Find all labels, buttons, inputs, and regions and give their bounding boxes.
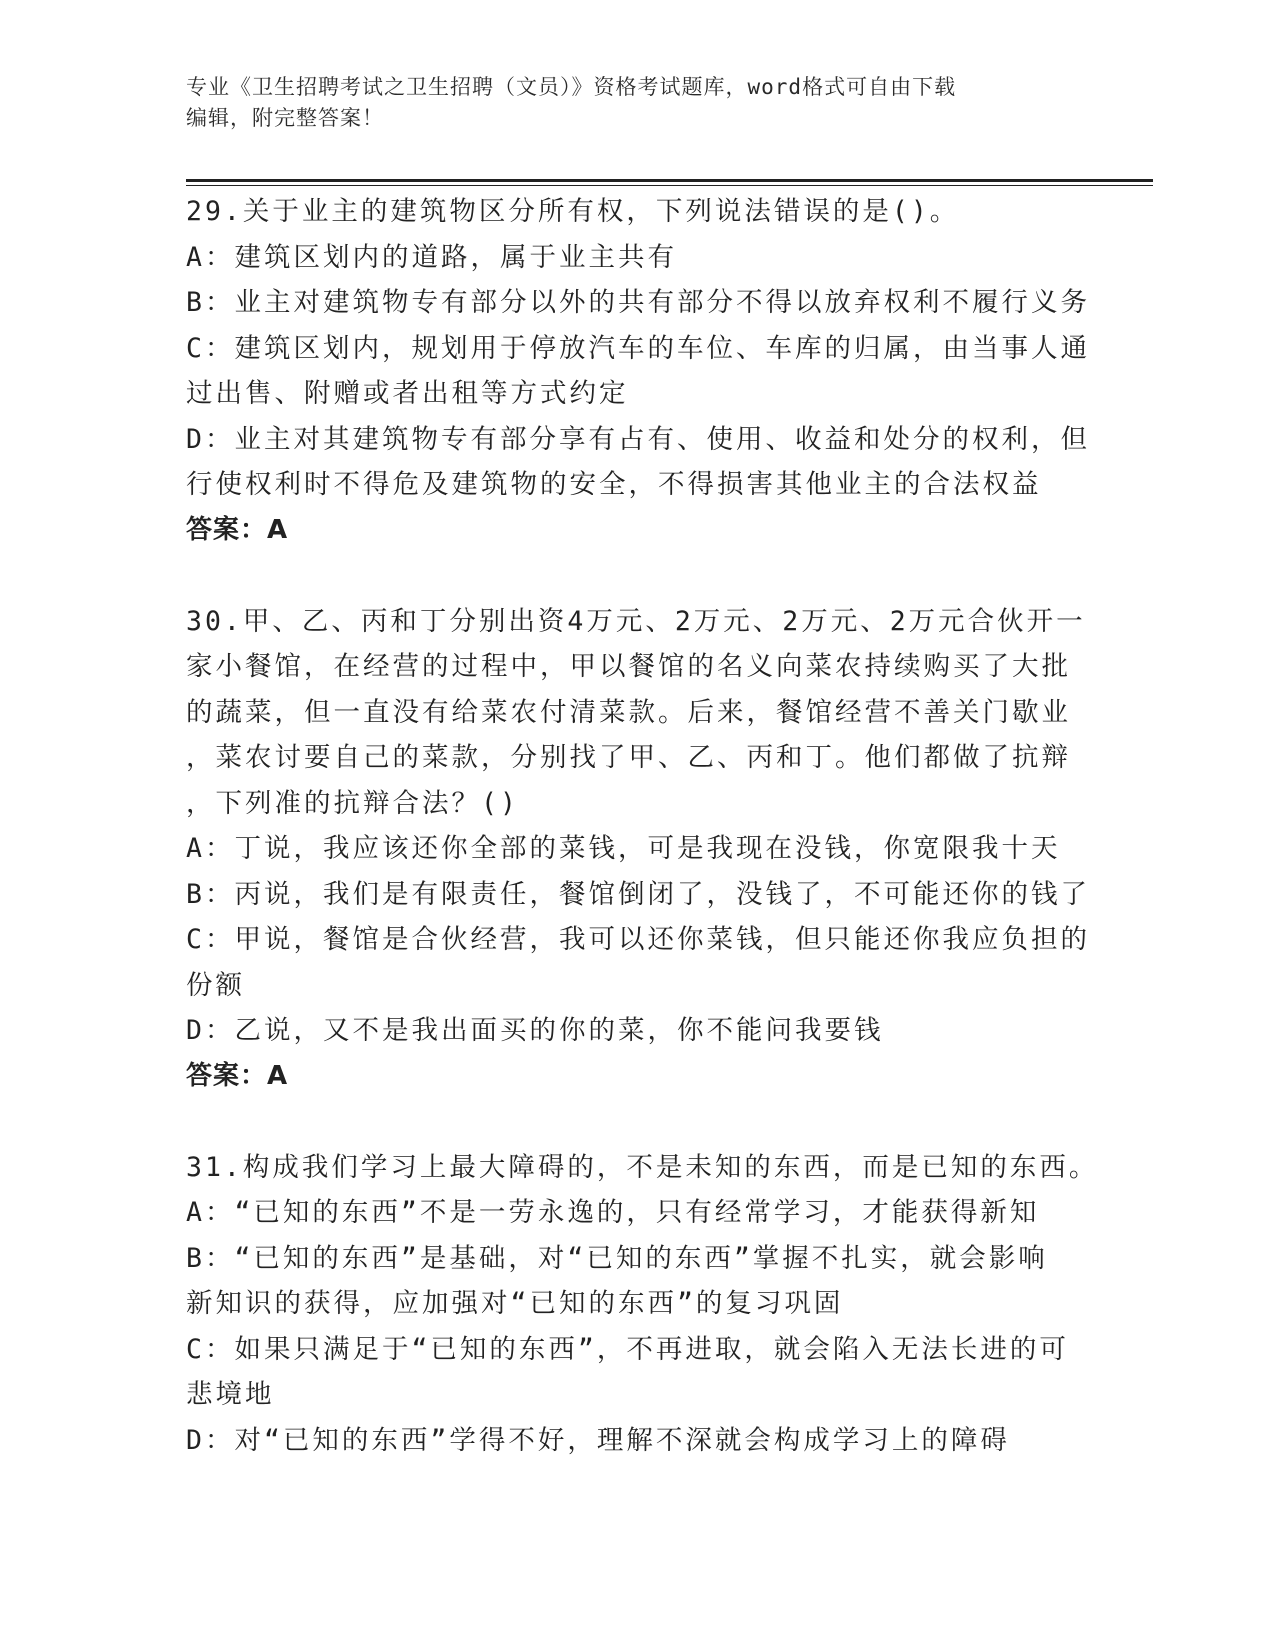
question-29-option-c-cont: 过出售、附赠或者出租等方式约定 [186,378,629,409]
question-31-option-d: D：对“已知的东西”学得不好，理解不深就会构成学习上的障碍 [186,1424,1010,1456]
question-30-option-c: C：甲说，餐馆是合伙经营，我可以还你菜钱，但只能还你我应负担的 [186,924,1090,955]
question-31-stem: 31.构成我们学习上最大障碍的，不是未知的东西，而是已知的东西。 [186,1151,1099,1183]
question-29 [186,189,1090,508]
question-30-stem: 30.甲、乙、丙和丁分别出资4万元、2万元、2万元、2万元合伙开一 [186,605,1086,637]
question-list [186,189,1099,1463]
question-29-option-d-cont: 行使权利时不得危及建筑物的安全，不得损害其他业主的合法权益 [186,469,1042,500]
question-29-answer: 答案：A [186,514,289,545]
question-30-option-b: B：丙说，我们是有限责任，餐馆倒闭了，没钱了，不可能还你的钱了 [186,878,1090,910]
question-29-option-c: C：建筑区划内，规划用于停放汽车的车位、车库的归属，由当事人通 [186,332,1090,364]
header-divider-thick [186,179,1153,182]
spacer [186,1099,1086,1145]
question-30-stem-cont-1: 家小餐馆，在经营的过程中，甲以餐馆的名义向菜农持续购买了大批 [186,651,1071,682]
question-29-option-a: A：建筑区划内的道路，属于业主共有 [186,241,677,273]
question-31 [186,1145,1099,1464]
question-29-option-d: D：业主对其建筑物专有部分享有占有、使用、收益和处分的权利，但 [186,423,1090,455]
question-31-option-b-cont: 新知识的获得，应加强对“已知的东西”的复习巩固 [186,1288,844,1319]
question-30-stem-cont-4: ，下列准的抗辩合法？() [186,787,519,819]
header-line-2: 编辑，附完整答案！ [186,106,384,130]
question-30-answer: 答案：A [186,1060,289,1091]
question-31-option-a: A：“已知的东西”不是一劳永逸的，只有经常学习，才能获得新知 [186,1197,1040,1228]
header-line-1: 专业《卫生招聘考试之卫生招聘（文员）》资格考试题库，word格式可自由下载 [186,75,957,99]
question-30-option-a: A：丁说，我应该还你全部的菜钱，可是我现在没钱，你宽限我十天 [186,833,1061,864]
spacer [186,553,1086,599]
document-header [186,72,1066,134]
question-29-stem: 29.关于业主的建筑物区分所有权，下列说法错误的是()。 [186,196,960,227]
question-30-stem-cont-3: ，菜农讨要自己的菜款，分别找了甲、乙、丙和丁。他们都做了抗辩 [186,742,1071,773]
question-31-option-b: B：“已知的东西”是基础，对“已知的东西”掌握不扎实，就会影响 [186,1242,1048,1274]
header-divider-thin [186,185,1153,186]
question-30 [186,599,1090,1054]
question-30-option-d: D：乙说，又不是我出面买的你的菜，你不能问我要钱 [186,1015,884,1046]
question-30-option-c-cont: 份额 [186,969,245,1001]
question-30-stem-cont-2: 的蔬菜，但一直没有给菜农付清菜款。后来，餐馆经营不善关门歇业 [186,696,1071,728]
question-31-option-c-cont: 悲境地 [186,1379,275,1410]
question-29-option-b: B：业主对建筑物专有部分以外的共有部分不得以放弃权利不履行义务 [186,287,1090,318]
question-31-option-c: C：如果只满足于“已知的东西”，不再进取，就会陷入无法长进的可 [186,1333,1069,1365]
